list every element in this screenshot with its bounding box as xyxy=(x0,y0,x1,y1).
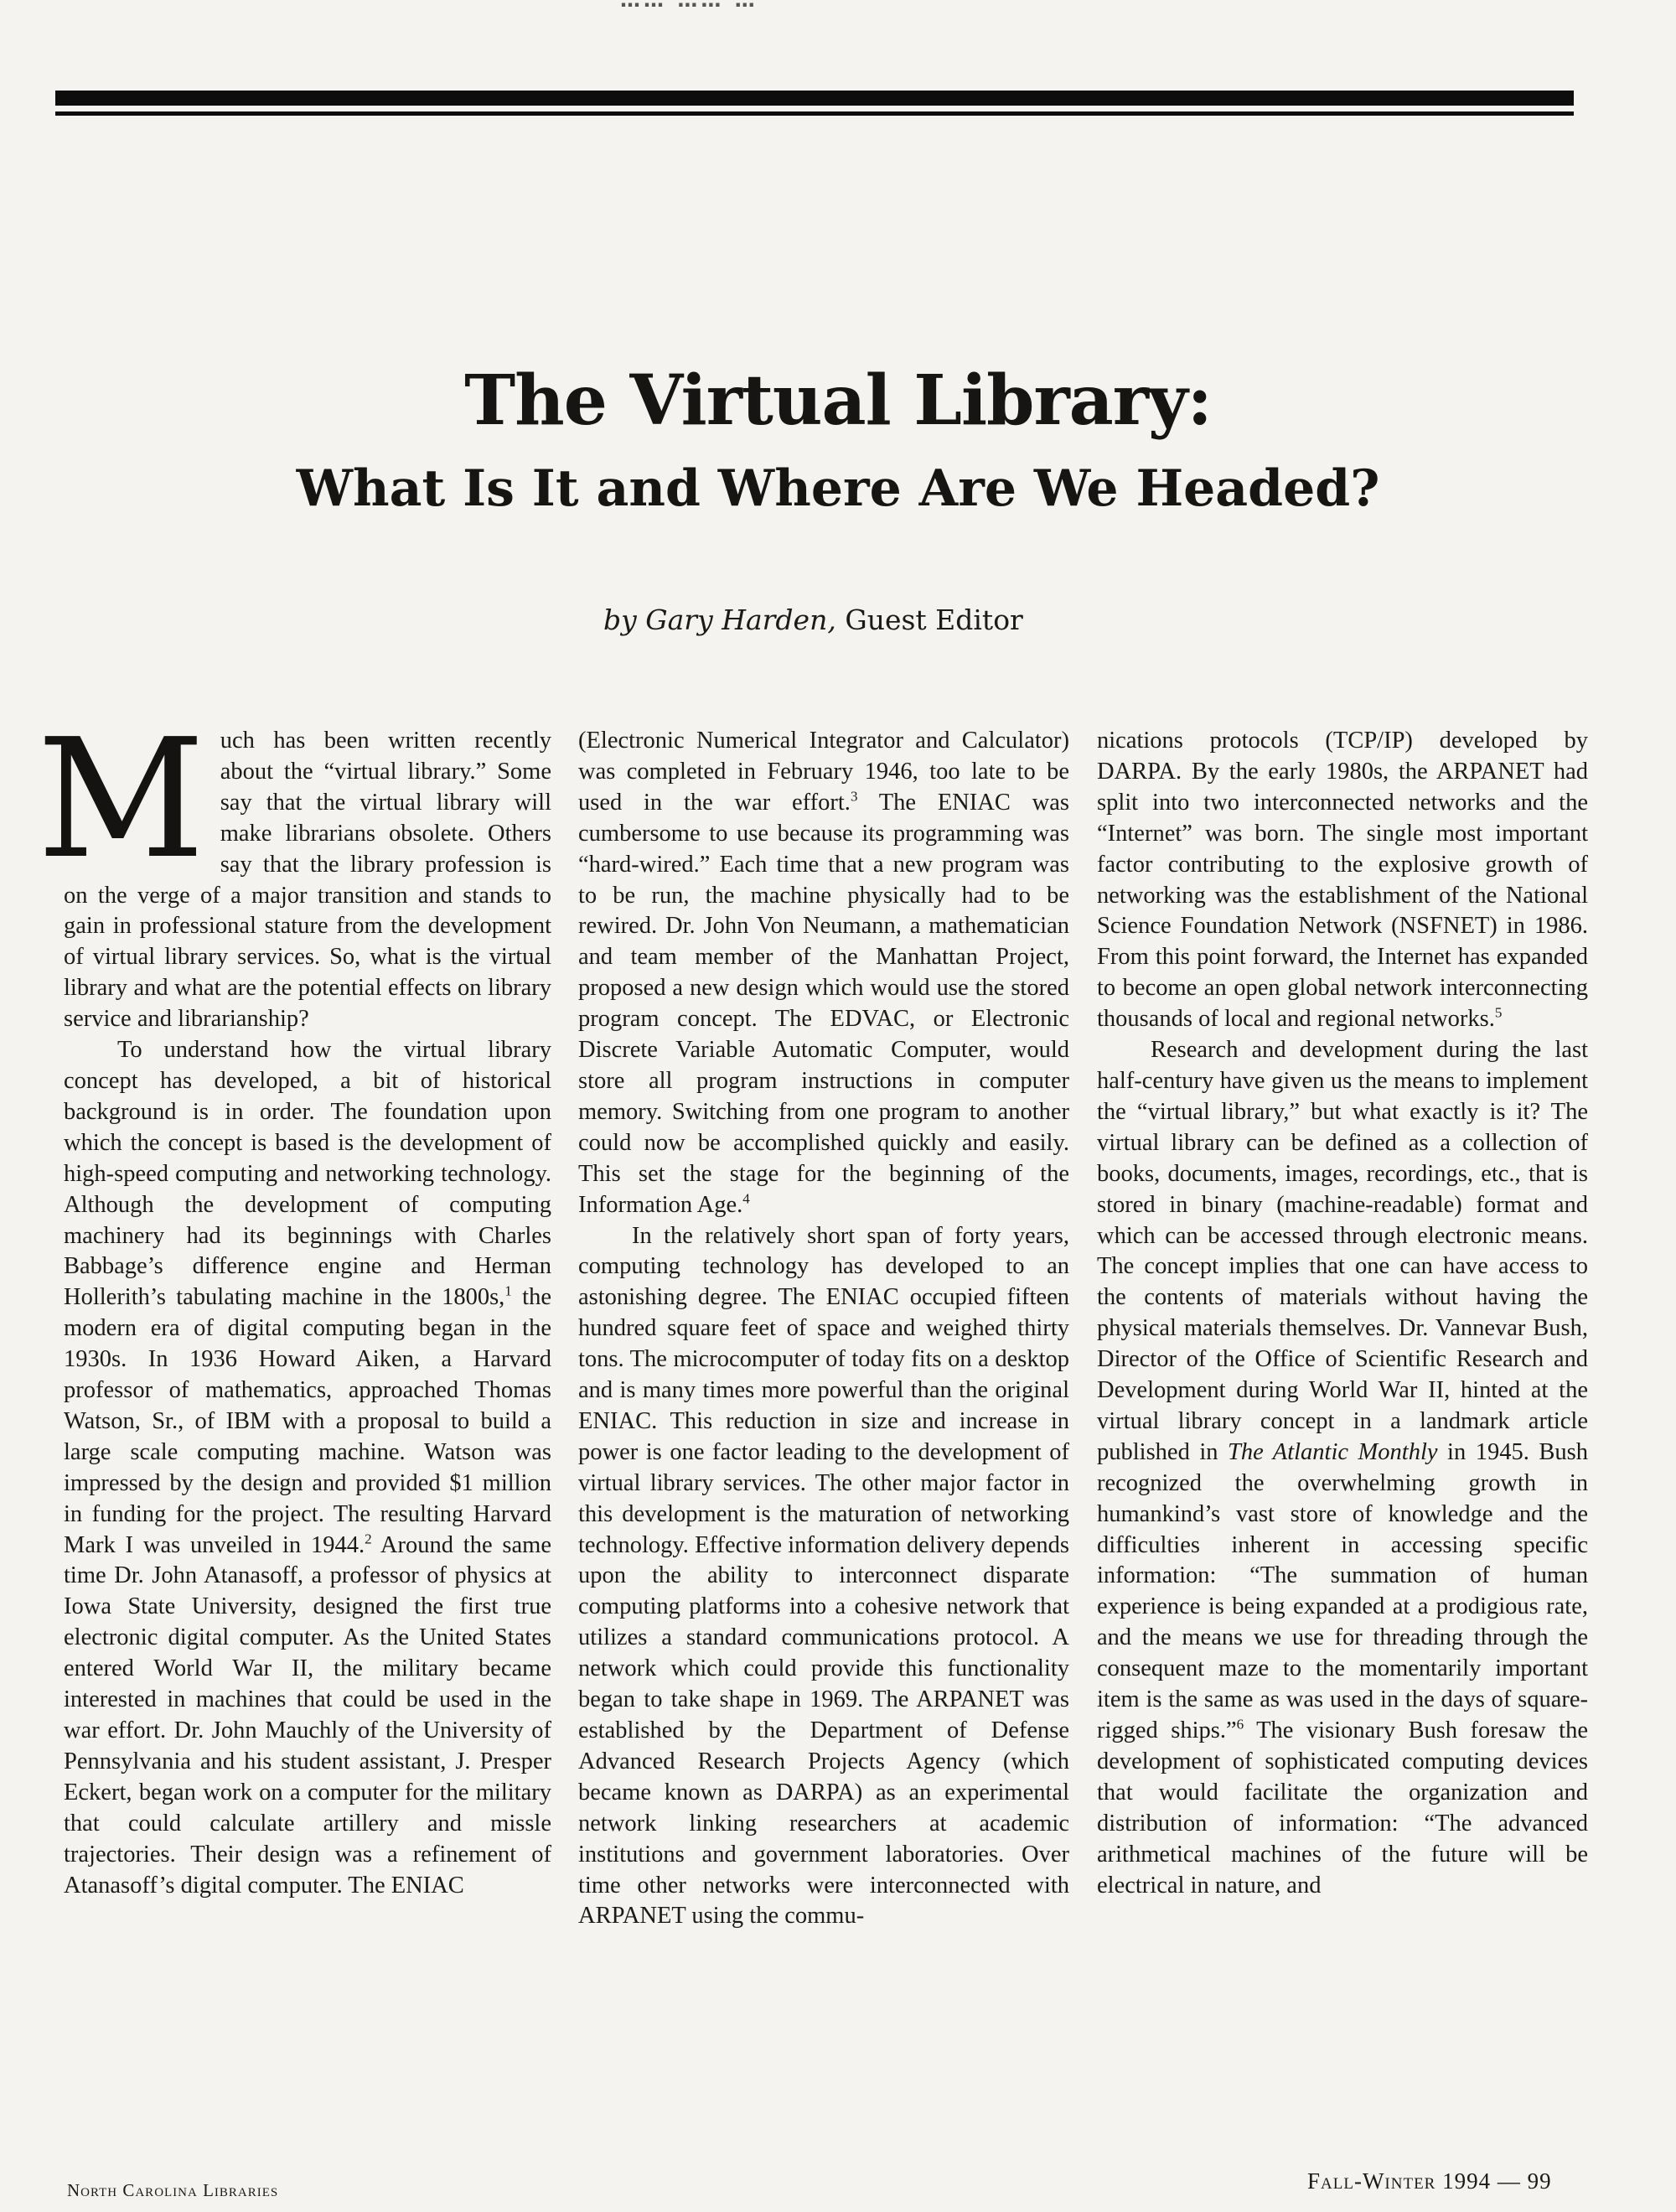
text-column-1 xyxy=(37,704,551,1901)
paragraph-text: The visionary Bush foresaw the development of sophisticated computing devices that would facilitate the organization and distribution of information: “The advanced arithmetical machines of the future will be electrical in nature, and xyxy=(1097,1717,1589,1899)
paragraph xyxy=(578,1221,1069,1933)
article-title: The Virtual Library: xyxy=(464,360,1212,441)
footnote-ref: 1 xyxy=(504,1282,512,1299)
text-column-3 xyxy=(1097,726,1588,1901)
footnote-ref: 5 xyxy=(1494,1004,1503,1021)
paragraph xyxy=(37,704,551,1035)
footnote-ref: 3 xyxy=(850,788,858,805)
paragraph-text: nications protocols (TCP/IP) developed by DARPA. By the early 1980s, the ARPANET had split into two interconnected networks and the “Internet” was born. The single most important factor contributing to the explosive growth of networking was the establishment of the National Science Foundation Network (NSFNET) in 1986. From this point forward, the Internet has expanded to become an open global network interconnecting thousands of local and regional networks. xyxy=(1097,728,1588,1033)
paragraph-text: Around the same time Dr. John Atanasoff, a professor of physics at Iowa State University, designed the first true electronic digital computer. As the United States entered World War II, the military became interested in machines that could be used in the war effort. Dr. John Mauchly of the University of Pennsylvania and his student assistant, J. Presper Eckert, began work on a computer for the military that could calculate artillery and missle trajectories. Their design was a refinement of Atanasoff’s digital computer. The ENIAC xyxy=(64,1531,551,1899)
footnote-ref: 4 xyxy=(742,1190,750,1207)
paragraph xyxy=(64,1035,551,1901)
paragraph-text: the modern era of digital computing began in the 1930s. In 1936 Howard Aiken, a Harvard professor of mathematics, approached Thomas Watson, Sr., of IBM with a proposal to build a large scale computing machine. Watson was impressed by the design and provided $1 million in funding for the project. The resulting Harvard Mark I was unveiled in 1944. xyxy=(64,1284,551,1558)
cropped-header-text: …… …… … xyxy=(620,0,758,12)
drop-cap: M xyxy=(37,704,205,895)
paragraph-text: The ENIAC was cumbersome to use because its programming was “hard-wired.” Each time that a new program was to be run, the machine physically had to be rewired. Dr. John Von Neumann, a mathematician and team member of the Manhattan Project, proposed a new design which would use the stored program concept. The EDVAC, or Electronic Discrete Variable Automatic Computer, would store all program instructions in computer memory. Switching from one program to another could now be accomplished quickly and easily. This set the stage for the beginning of the Information Age. xyxy=(578,789,1069,1218)
paragraph xyxy=(1097,1035,1588,1901)
paragraph-text: To understand how the virtual library concept has developed, a bit of historical background is in order. The foundation upon which the concept is based is the development of high-speed computing and networking technology. Although the development of computing machinery had its beginnings with Charles Babbage’s difference engine and Herman Hollerith’s tabulating machine in the 1800s, xyxy=(64,1037,551,1311)
text-column-2 xyxy=(578,726,1069,1932)
paragraph-text: (Electronic Numerical Integrator and Calculator) was completed in February 1946, too late to be used in the war effort. xyxy=(578,728,1069,816)
header-rule-thin xyxy=(55,111,1574,116)
paragraph xyxy=(1097,726,1588,1035)
paragraph-text: in 1945. Bush recognized the overwhelming growth in humankind’s vast store of knowledge and the difficulties inherent in accessing specific information: “The summation of human experience is being expanded at a prodigious rate, and the means we use for threading through the consequent maze to the momentarily important item is the same as was used in the days of square-rigged ships.” xyxy=(1097,1438,1588,1743)
journal-name: North Carolina Libraries xyxy=(67,2180,279,2200)
paragraph-text: In the relatively short span of forty years, computing technology has developed to an astonishing degree. The ENIAC occupied fifteen hundred square feet of space and weighed thirty tons. The microcomputer of today fits on a desktop and is many times more powerful than the original ENIAC. This reduction in size and increase in power is one factor leading to the development of virtual library services. The other major factor in this development is the maturation of networking technology. Effective information delivery depends upon the ability to interconnect disparate computing platforms into a cohesive network that utilizes a standard communications protocol. A network which could provide this functionality began to take shape in 1969. The ARPANET was established by the Department of Defense Advanced Research Projects Agency (which became known as DARPA) as an experimental network linking researchers at academic institutions and government laboratories. Over time other networks were interconnected with ARPANET using the commu- xyxy=(578,1222,1069,1930)
article-subtitle: What Is It and Where Are We Headed? xyxy=(296,459,1380,518)
header-rule-thick xyxy=(55,91,1574,106)
issue-page-number: Fall-Winter 1994 — 99 xyxy=(1307,2168,1552,2194)
publication-title: The Atlantic Monthly xyxy=(1228,1438,1438,1465)
byline-author: by Gary Harden, xyxy=(603,604,836,636)
byline-role: Guest Editor xyxy=(845,604,1023,636)
footnote-ref: 6 xyxy=(1236,1716,1244,1733)
footnote-ref: 2 xyxy=(365,1531,372,1547)
paragraph-text: Research and development during the last half-century have given us the means to implement the “virtual library,” but what exactly is it? The virtual library can be defined as a collection of books, documents, images, recordings, etc., that is stored in binary (machine-readable) format and which can be accessed through electronic means. The concept implies that one can have access to the contents of materials without having the physical materials themselves. Dr. Vannevar Bush, Director of the Office of Scientific Research and Development during World War II, hinted at the virtual library concept in a landmark article published in xyxy=(1097,1037,1588,1465)
paragraph xyxy=(578,726,1069,1221)
byline xyxy=(603,604,1123,636)
paragraph-text: uch has been written recently about the “virtual library.” Some say that the virtual library will make librarians obsolete. Others say that the library profession is on the verge of a major transition and stands to gain in professional stature from the development of virtual library services. So, what is the virtual library and what are the potential effects on library service and librarianship? xyxy=(64,728,551,1033)
